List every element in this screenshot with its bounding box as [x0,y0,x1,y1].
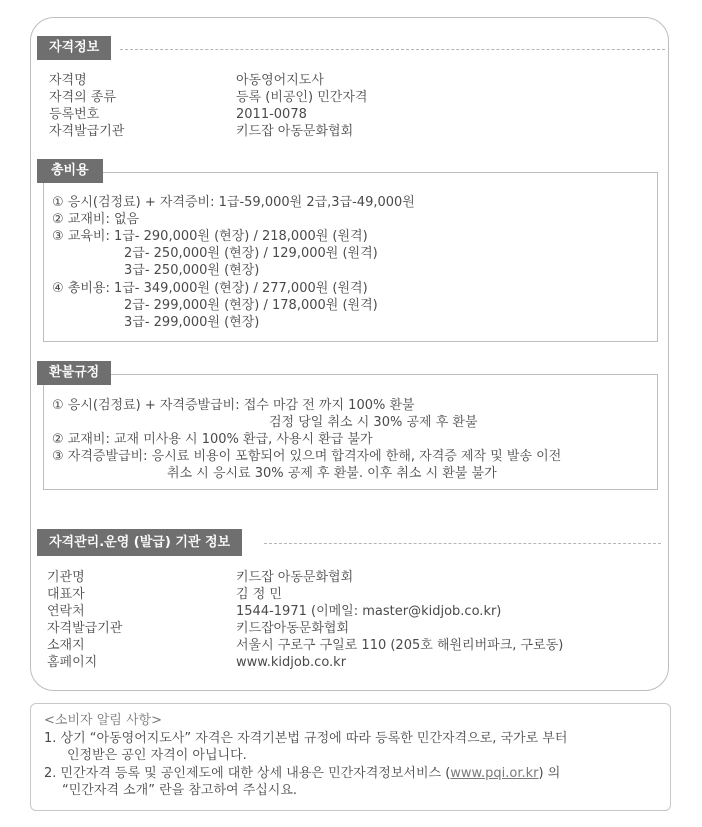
management-label: 자격발급기관 [47,621,123,636]
notice-title: <소비자 알림 사항> [44,713,162,728]
cost-line: ② 교재비: 없음 [52,212,140,227]
management-value: 키드잡 아동문화협회 [236,570,354,585]
cost-line: 3급- 299,000원 (현장) [124,315,260,330]
management-label: 홈페이지 [47,655,98,670]
management-label: 기관명 [47,570,85,585]
cost-line: ① 응시(검정료) + 자격증비: 1급-59,000원 2급,3급-49,000원 [52,195,415,210]
section-divider [264,543,661,544]
qualification-label: 자격명 [49,73,87,88]
notice-line-text: ) 의 [538,766,561,781]
notice-line: “민간자격 소개” 란을 참고하여 주십시요. [62,783,298,798]
cost-line: ④ 총비용: 1급- 349,000원 (현장) / 277,000원 (원격) [52,281,368,296]
cost-line: 2급- 250,000원 (현장) / 129,000원 (원격) [124,246,378,261]
notice-line: 인정받은 공인 자격이 아닙니다. [67,748,247,763]
management-label: 대표자 [47,587,85,602]
refund-line: ② 교재비: 교재 미사용 시 100% 환급, 사용시 환급 불가 [52,432,373,447]
qualification-value: 2011-0078 [236,107,307,122]
qualification-value: 아동영어지도사 [236,73,324,88]
info-card [30,17,669,691]
management-label: 연락처 [47,604,85,619]
refund-line: ③ 자격증발급비: 응시료 비용이 포함되어 있으며 합격자에 한해, 자격증 제작 및 발송 이전 [52,449,562,464]
qualification-value: 등록 (비공인) 민간자격 [236,90,368,105]
management-value: 키드잡아동문화협회 [236,621,350,636]
refund-line: 취소 시 응시료 30% 공제 후 환불. 이후 취소 시 환불 불가 [167,466,497,481]
qualification-label: 자격의 종류 [49,90,116,105]
management-label: 소재지 [47,638,85,653]
qualification-label: 등록번호 [49,107,100,122]
section-title-management: 자격관리.운영 (발급) 기관 정보 [37,529,242,556]
qualification-value: 키드잡 아동문화협회 [236,124,354,139]
section-title-qualification: 자격정보 [37,36,111,60]
cost-line: 2급- 299,000원 (현장) / 178,000원 (원격) [124,298,378,313]
qualification-label: 자격발급기관 [49,124,125,139]
refund-line: ① 응시(검정료) + 자격증발급비: 접수 마감 전 까지 100% 환불 [52,398,415,413]
section-title-refund: 환불규정 [37,361,111,385]
refund-line: 검정 당일 취소 시 30% 공제 후 환불 [269,415,478,430]
section-divider [120,49,665,50]
notice-line-text: 2. 민간자격 등록 및 공인제도에 대한 상세 내용은 민간자격정보서비스 ( [44,766,451,781]
management-value: 서울시 구로구 구일로 110 (205호 해원리버파크, 구로동) [236,638,564,653]
cost-line: 3급- 250,000원 (현장) [124,263,260,278]
management-value: 1544-1971 (이메일: master@kidjob.co.kr) [236,604,502,619]
management-value: 김 정 민 [236,587,282,602]
notice-line [44,766,560,782]
section-title-total-cost: 총비용 [37,159,103,183]
notice-line: 1. 상기 “아동영어지도사” 자격은 자격기본법 규정에 따라 등록한 민간자격으로, 국가로 부터 [44,731,568,746]
management-homepage[interactable]: www.kidjob.co.kr [236,655,347,670]
cost-line: ③ 교육비: 1급- 290,000원 (현장) / 218,000원 (원격) [52,229,368,244]
pqi-link[interactable]: www.pqi.or.kr [450,766,539,781]
